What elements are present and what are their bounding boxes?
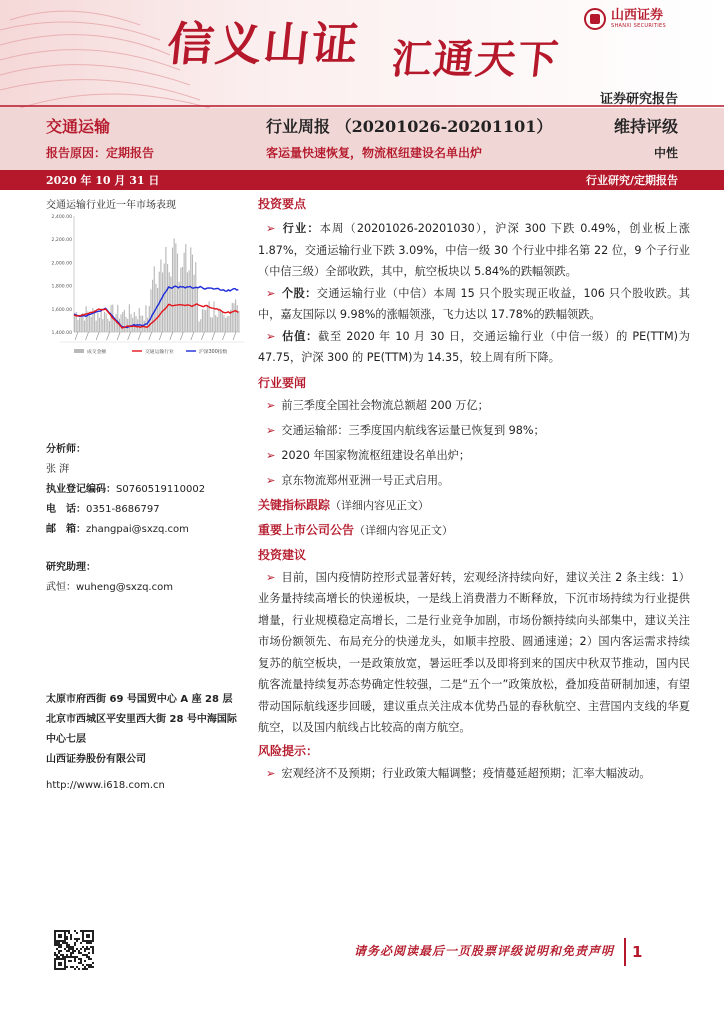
turnover-bar xyxy=(200,319,201,332)
news-item: ➢ 前三季度全国社会物流总额超 200 万亿； xyxy=(266,398,489,412)
cert-label: 执业登记编码： xyxy=(46,484,116,495)
page-footer xyxy=(0,930,724,974)
turnover-bar xyxy=(164,264,165,332)
y-tick-label: 1,800.00 xyxy=(51,284,72,290)
arrow-bullet-icon: ➢ xyxy=(266,766,276,780)
x-tick-mark xyxy=(96,332,99,340)
turnover-bar xyxy=(165,247,166,332)
assistant-value[interactable]: 武恒：wuheng@sxzq.com xyxy=(46,582,173,593)
news-item: ➢ 京东物流郑州亚洲一号正式启用。 xyxy=(266,473,450,487)
legend-label: 成交金额 xyxy=(87,350,107,355)
turnover-bar xyxy=(233,303,234,332)
turnover-bar xyxy=(135,316,136,332)
report-category: 行业研究/定期报告 xyxy=(585,174,678,187)
turnover-bar xyxy=(217,317,218,332)
turnover-bar xyxy=(187,272,188,332)
logo-cn-text: 山西证券 xyxy=(611,7,664,23)
turnover-bar xyxy=(197,288,198,332)
arrow-bullet-icon: ➢ xyxy=(266,398,276,412)
turnover-bar xyxy=(162,273,163,332)
slogan-left: 信义山证 xyxy=(164,17,363,71)
contact-block xyxy=(46,690,242,796)
turnover-bar xyxy=(79,318,80,332)
key-point-text: 交通运输行业（中信）本周 15 只个股实现正收益，106 只个股收跌。其中，嘉友国际以 9.98%的涨幅领涨，飞力达以 17.78%的跌幅领跌。 xyxy=(258,286,690,321)
turnover-bar xyxy=(194,275,195,332)
turnover-bar xyxy=(117,305,118,332)
investment-advice: ➢ 目前，国内疫情防控形式显著好转，宏观经济持续向好，建议关注 2 条主线：1）业务量持续高增长的快递板块，一是线上消费潜力不断释放，下沉市场持续为行业提供增量，行业规模稳定高增长，二是行业竞争加剧，市场份额持续向头部集中，建议关注市场份额领先、布局充分的快递龙头，如顺丰控股、圆通速递；2）国内客运需求持续复苏的航空板块，一是政策放宽，暑运旺季以及即将到来的国庆中秋双节推动，国内民航客流量持续复苏态势确定性较强，二是“五个一”政策放松，叠加疫苗研制加速，有望带动国际航线逐步回暖，建议重点关注成本优势凸显的春秋航空、主营国内支线的华夏航空，以及国内航线占比较高的南方航空。 xyxy=(258,570,690,734)
turnover-bar xyxy=(189,270,190,332)
turnover-bar xyxy=(154,266,155,332)
industry-name: 交通运输 xyxy=(46,117,111,136)
turnover-bar xyxy=(212,318,213,332)
risk-text: ➢ 宏观经济不及预期；行业政策大幅调整；疫情蔓延超预期；汇率大幅波动。 xyxy=(266,766,651,780)
report-title: 行业周报 （20201026-20201101） xyxy=(266,117,553,136)
slogan-right: 汇通天下 xyxy=(389,36,563,83)
cert-value: S0760519110002 xyxy=(116,484,206,495)
x-tick-mark xyxy=(233,332,236,340)
address-1: 太原市府西街 69 号国贸中心 A 座 28 层 xyxy=(46,694,233,705)
arrow-bullet-icon: ➢ xyxy=(266,423,276,437)
phone-label: 电 话： xyxy=(46,504,86,515)
x-tick-mark xyxy=(117,332,120,340)
turnover-bar xyxy=(130,314,131,332)
turnover-bar xyxy=(203,309,204,332)
key-point-text: 截至 2020 年 10 月 30 日，交通运输行业（中信一级）的 PE(TTM)为 47.75，沪深 300 的 PE(TTM)为 14.35，较上周有所下降。 xyxy=(258,329,690,364)
turnover-bar xyxy=(157,288,158,332)
turnover-bar xyxy=(111,305,112,332)
turnover-bar xyxy=(129,304,130,332)
x-tick-mark xyxy=(222,332,225,340)
website-link[interactable]: http://www.i618.com.cn xyxy=(46,780,165,791)
turnover-bar xyxy=(142,316,143,332)
arrow-bullet-icon: ➢ xyxy=(266,473,276,487)
x-tick-mark xyxy=(149,332,152,340)
turnover-bar xyxy=(145,305,146,332)
turnover-bar xyxy=(160,260,161,332)
turnover-bar xyxy=(228,316,229,332)
address-2: 北京市西城区平安里西大街 28 号中海国际中心七层 xyxy=(46,714,237,745)
turnover-bar xyxy=(222,312,223,332)
phone-value: 0351-8686797 xyxy=(86,504,160,515)
section-risk: 风险提示： xyxy=(258,743,319,758)
turnover-bar xyxy=(174,238,175,332)
turnover-bar xyxy=(91,317,92,332)
y-tick-label: 2,200.00 xyxy=(51,238,72,244)
turnover-bar xyxy=(237,305,238,332)
turnover-bar xyxy=(192,255,193,332)
x-tick-mark xyxy=(159,332,162,340)
turnover-bar xyxy=(125,317,126,332)
rating-label: 维持评级 xyxy=(613,117,678,136)
turnover-bar xyxy=(223,315,224,332)
company-name: 山西证券股份有限公司 xyxy=(46,754,146,765)
report-banner xyxy=(0,0,724,108)
turnover-bar xyxy=(147,318,148,332)
key-point-label: 估值： xyxy=(281,329,319,343)
turnover-bar xyxy=(207,306,208,332)
turnover-bar xyxy=(150,289,151,332)
turnover-bar xyxy=(199,322,200,332)
x-tick-mark xyxy=(201,332,204,340)
news-item: ➢ 2020 年国家物流枢纽建设名单出炉； xyxy=(266,448,471,462)
arrow-bullet-icon: ➢ xyxy=(266,329,276,343)
section-key-indicators: 关键指标跟踪（详细内容见正文） xyxy=(258,497,430,512)
turnover-bar xyxy=(213,301,214,332)
x-tick-mark xyxy=(138,332,141,340)
legend-swatch xyxy=(74,349,84,353)
x-tick-mark xyxy=(180,332,183,340)
key-point-label: 行业： xyxy=(281,222,320,235)
turnover-bar xyxy=(169,272,170,332)
turnover-bar xyxy=(114,320,115,332)
turnover-bar xyxy=(218,308,219,332)
qr-code-icon xyxy=(54,930,94,970)
turnover-bar xyxy=(116,314,117,332)
turnover-bar xyxy=(205,310,206,332)
rating-value: 中性 xyxy=(653,146,678,160)
turnover-bar xyxy=(227,316,228,332)
turnover-bar xyxy=(182,267,183,332)
section-industry-news: 行业要闻 xyxy=(258,375,307,390)
arrow-bullet-icon: ➢ xyxy=(266,448,276,462)
news-list xyxy=(258,393,690,493)
disclaimer: 请务必阅读最后一页股票评级说明和免责声明 xyxy=(353,944,614,958)
turnover-bar xyxy=(220,311,221,332)
legend-label: 沪深300指数 xyxy=(199,350,228,355)
logo-en-text: SHANXI SECURITIES xyxy=(611,22,666,29)
turnover-bar xyxy=(86,306,87,332)
x-tick-mark xyxy=(107,332,110,340)
turnover-bar xyxy=(238,311,239,332)
turnover-bar xyxy=(210,317,211,332)
turnover-bar xyxy=(190,247,191,332)
turnover-bar xyxy=(139,308,140,332)
x-tick-mark xyxy=(75,332,78,340)
turnover-bar xyxy=(104,312,105,332)
turnover-bar xyxy=(89,315,90,332)
arrow-bullet-icon: ➢ xyxy=(266,286,276,300)
main-content xyxy=(258,194,690,784)
news-item: ➢ 交通运输部：三季度国内航线客运量已恢复到 98%； xyxy=(266,423,545,437)
x-tick-mark xyxy=(128,332,131,340)
turnover-bar xyxy=(179,282,180,332)
key-point-industry xyxy=(258,218,690,283)
market-chart xyxy=(40,210,246,370)
report-type: 证券研究报告 xyxy=(599,92,678,107)
page-number: 1 xyxy=(624,938,650,966)
turnover-bar xyxy=(106,313,107,332)
arrow-bullet-icon: ➢ xyxy=(266,222,276,235)
turnover-bar xyxy=(134,312,135,332)
date-bar xyxy=(0,170,724,190)
turnover-bar xyxy=(232,303,233,332)
turnover-bar xyxy=(97,313,98,332)
logo-mark-icon xyxy=(584,8,606,30)
market-chart-svg xyxy=(40,210,246,370)
email-label: 邮 箱： xyxy=(46,524,86,535)
x-tick-mark xyxy=(170,332,173,340)
turnover-bar xyxy=(101,310,102,332)
turnover-bar xyxy=(167,264,168,332)
turnover-bar xyxy=(225,318,226,332)
turnover-bar xyxy=(120,314,121,332)
turnover-bar xyxy=(140,316,141,332)
turnover-bar xyxy=(184,253,185,332)
assistant-label: 研究助理： xyxy=(46,562,96,573)
turnover-bar xyxy=(172,248,173,332)
report-reason: 报告原因：定期报告 xyxy=(46,146,155,160)
key-point-valuation xyxy=(258,326,690,369)
email-value[interactable]: zhangpai@sxzq.com xyxy=(86,524,189,535)
turnover-bar xyxy=(202,309,203,332)
report-header xyxy=(0,108,724,170)
arrow-bullet-icon: ➢ xyxy=(266,570,276,584)
x-tick-mark xyxy=(212,332,215,340)
chart-title: 交通运输行业近一年市场表现 xyxy=(46,200,176,211)
key-point-text: 本周（20201026-20201030），沪深 300 下跌 0.49%，创业板上涨 1.87%，交通运输行业下跌 3.09%，中信一级 30 个行业中排名第 22 位，9 个子行业（中信三级）全部收跌，其中，航空板块以 5.84%的跌幅领跌。 xyxy=(258,222,690,278)
key-point-label: 个股： xyxy=(281,286,317,300)
turnover-bar xyxy=(124,310,125,332)
report-headline: 客运量快速恢复，物流枢纽建设名单出炉 xyxy=(266,146,483,160)
analyst-label: 分析师： xyxy=(46,444,86,455)
y-tick-label: 2,400.00 xyxy=(51,215,72,220)
turnover-bar xyxy=(215,315,216,332)
turnover-bar xyxy=(177,254,178,332)
turnover-bar xyxy=(122,312,123,332)
key-point-stocks xyxy=(258,283,690,326)
turnover-bar xyxy=(109,321,110,332)
x-tick-mark xyxy=(86,332,89,340)
legend-label: 交通运输行业 xyxy=(145,350,174,355)
turnover-bar xyxy=(102,319,103,332)
analyst-panel xyxy=(46,440,242,791)
y-tick-label: 1,400.00 xyxy=(51,331,72,336)
turnover-bar xyxy=(77,320,78,332)
turnover-bar xyxy=(175,243,176,332)
turnover-bar xyxy=(152,280,153,332)
company-logo xyxy=(584,8,666,30)
turnover-bar xyxy=(195,262,196,332)
section-investment-advice: 投资建议 xyxy=(258,547,307,562)
turnover-bar xyxy=(180,268,181,332)
y-tick-label: 1,600.00 xyxy=(51,307,72,313)
turnover-bar xyxy=(84,321,85,332)
turnover-bar xyxy=(99,318,100,332)
turnover-bar xyxy=(96,321,97,332)
report-date: 2020 年 10 月 31 日 xyxy=(46,174,160,187)
turnover-bar xyxy=(107,319,108,332)
x-tick-mark xyxy=(191,332,194,340)
y-tick-label: 2,000.00 xyxy=(51,261,72,267)
section-company-notices: 重要上市公司公告（详细内容见正文） xyxy=(258,522,454,537)
turnover-bar xyxy=(235,299,236,332)
section-key-points: 投资要点 xyxy=(258,197,307,211)
analyst-name: 张 湃 xyxy=(46,464,70,475)
